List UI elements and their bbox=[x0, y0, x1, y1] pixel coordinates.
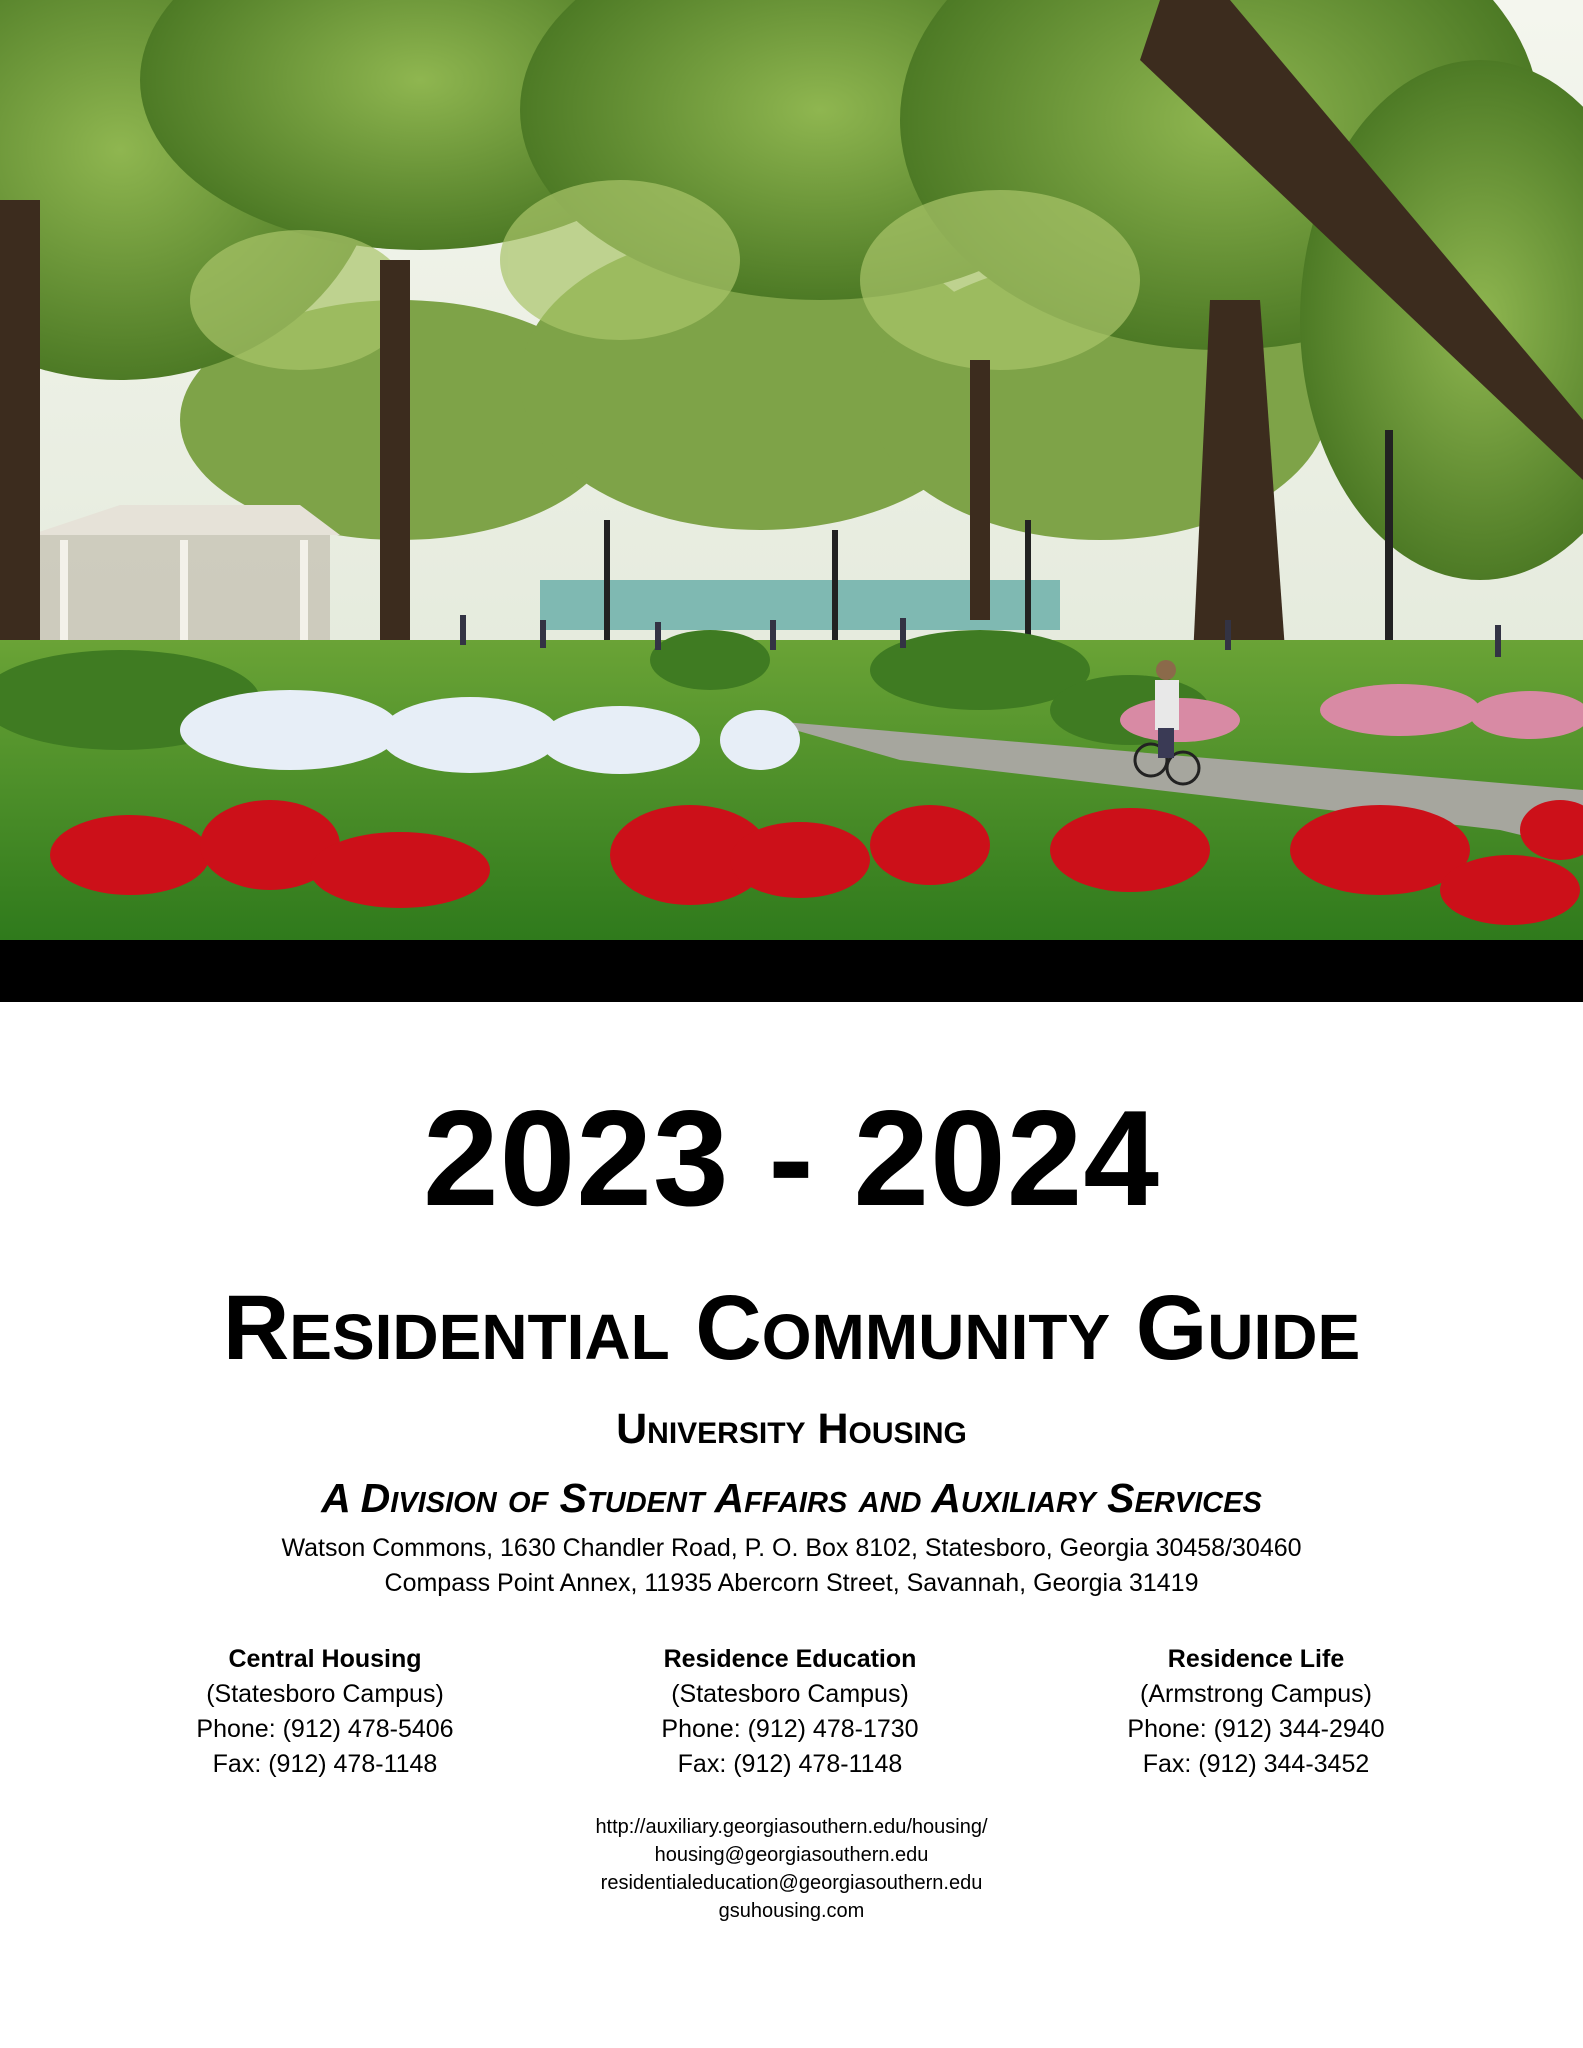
gazebo bbox=[30, 505, 340, 645]
contact-name: Residence Life bbox=[1167, 1645, 1345, 1673]
contact-phone: Phone: (912) 478-5406 bbox=[196, 1715, 454, 1743]
contact-phone: Phone: (912) 478-1730 bbox=[661, 1715, 919, 1743]
academic-year: 2023 - 2024 bbox=[423, 1082, 1160, 1234]
division-name: A Division of Student Affairs and Auxiliary Services bbox=[321, 1475, 1262, 1521]
contact-campus: (Statesboro Campus) bbox=[206, 1680, 444, 1708]
contact-residence-life bbox=[1056, 1642, 1456, 1782]
address-savannah: Compass Point Annex, 11935 Abercorn Street, Savannah, Georgia 31419 bbox=[384, 1569, 1199, 1597]
web-and-email-links bbox=[0, 1813, 1583, 1925]
contact-central-housing bbox=[125, 1642, 525, 1782]
housing-email-link[interactable]: housing@georgiasouthern.edu bbox=[654, 1844, 929, 1866]
website-link[interactable]: http://auxiliary.georgiasouthern.edu/housing/ bbox=[595, 1816, 988, 1838]
contact-name: Central Housing bbox=[228, 1645, 422, 1673]
campus-photo bbox=[0, 0, 1583, 940]
black-divider-band bbox=[0, 940, 1583, 1002]
guide-title: Residential Community Guide bbox=[222, 1277, 1361, 1379]
contact-phone: Phone: (912) 344-2940 bbox=[1127, 1715, 1385, 1743]
address-statesboro: Watson Commons, 1630 Chandler Road, P. O. Box 8102, Statesboro, Georgia 30458/30460 bbox=[281, 1534, 1302, 1562]
contact-fax: Fax: (912) 478-1148 bbox=[677, 1750, 903, 1778]
contact-residence-education bbox=[590, 1642, 990, 1782]
contact-campus: (Statesboro Campus) bbox=[671, 1680, 909, 1708]
contact-name: Residence Education bbox=[663, 1645, 917, 1673]
contact-fax: Fax: (912) 344-3452 bbox=[1142, 1750, 1370, 1778]
residential-education-email-link[interactable]: residentialeducation@georgiasouthern.edu bbox=[600, 1872, 983, 1894]
contact-fax: Fax: (912) 478-1148 bbox=[212, 1750, 438, 1778]
contact-campus: (Armstrong Campus) bbox=[1140, 1680, 1372, 1708]
department-name: University Housing bbox=[616, 1405, 967, 1453]
short-website-link[interactable]: gsuhousing.com bbox=[718, 1900, 865, 1922]
